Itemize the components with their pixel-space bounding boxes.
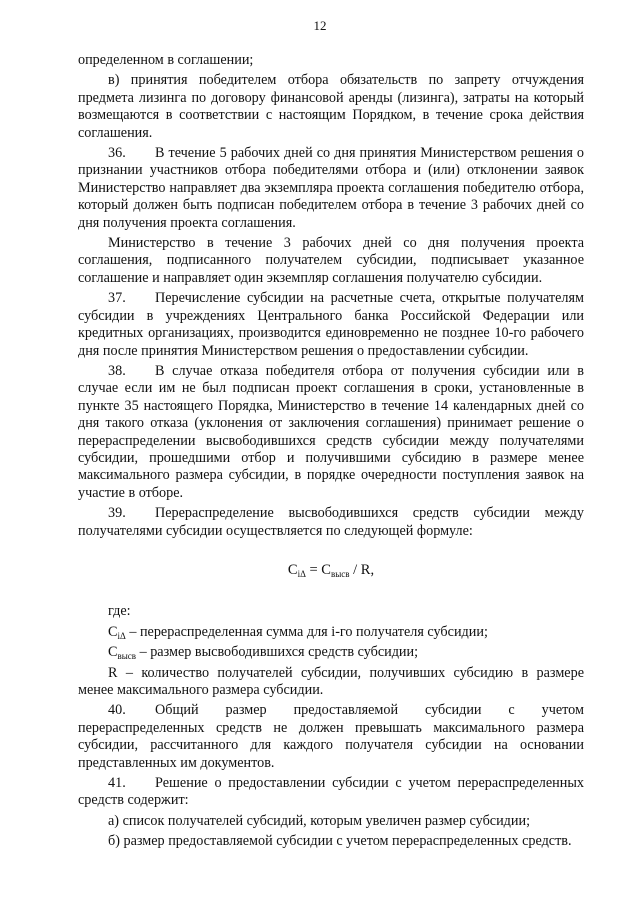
paragraph-number: 40. [108,702,126,719]
paragraph: определенном в соглашении; [78,52,254,68]
paragraph-number: 38. [108,362,126,379]
legend-item: $C_{высв}$ – размер высвободившихся средств субсидии; [108,644,419,662]
paragraph: Министерство в течение 3 рабочих дней со дня получения проекта соглашения, подписанного получателем субсидии, подписывает указанное соглашение и направляет один экземпляр соглашения получателю субсидии. [78,235,584,286]
paragraph-39: 39. Перераспределение высвободившихся средств субсидии между получателями субсидии осуществляется по следующей формуле: [78,505,584,539]
paragraph: б) размер предоставляемой субсидии с учетом перераспределенных средств. [108,833,572,850]
paragraph-number: 39. [108,505,126,522]
where-label: где: [108,603,131,620]
paragraph-41: 41. Решение о предоставлении субсидии с учетом перераспределенных средств содержит: [78,775,584,809]
paragraph-40: 40. Общий размер предоставляемой субсидии с учетом перераспределенных средств не должен превышать максимального размера субсидии, рассчитанного для каждого получателя субсидии на основании представленных им документов. [78,702,584,771]
page-number: 12 [313,18,327,33]
paragraph: в) принятия победителем отбора обязательств по запрету отчуждения предмета лизинга по договору финансовой аренды (лизинга), затраты на который возмещаются в соответствии с настоящим Порядком, в течение срока действия соглашения. [78,72,584,141]
paragraph-37: 37. Перечисление субсидии на расчетные счета, открытые получателям субсидии в учреждениях Центрального банка Российской Федерации или кредитных организациях, производится единовременно не позднее 10-го рабочего дня после принятия Министерством решения о предоставлении субсидии. [78,290,584,359]
paragraph-36: 36. В течение 5 рабочих дней со дня принятия Министерством решения о признании участников отбора победителями отбора и (или) отклонении заявок Министерство направляет два экземпляра проекта соглашения победителю отбора, который должен быть подписан победителем отбора в течение 3 рабочих дней со дня получения проекта соглашения. [78,145,584,231]
formula: $C_{i\Delta} = C_{высв} / R$, [287,561,375,579]
paragraph-number: 41. [108,775,126,792]
paragraph-number: 36. [108,145,126,162]
paragraph: а) список получателей субсидий, которым увеличен размер субсидии; [108,812,531,829]
paragraph-38: 38. В случае отказа победителя отбора от получения субсидии или в случае если им не был подписан проект соглашения в сроки, установленные в пункте 35 настоящего Порядка, Министерство в течение 14 календарных дней со дня такого отказа (уклонения от заключения соглашения) принимает решение о перераспределении высвободившихся средств субсидии между получателями субсидии, прошедшими отбор и получившими субсидию в размере менее максимального размера субсидии, в порядке очередности поступления заявок на участие в отборе. [78,362,584,501]
legend-item: $C_{i\Delta}$ – перераспределенная сумма для i-го получателя субсидии; [108,623,488,641]
paragraph-number: 37. [108,290,126,307]
document-body [78,52,584,854]
legend-item: R – количество получателей субсидии, получивших субсидию в размере менее максимального размера субсидии. [78,664,584,698]
